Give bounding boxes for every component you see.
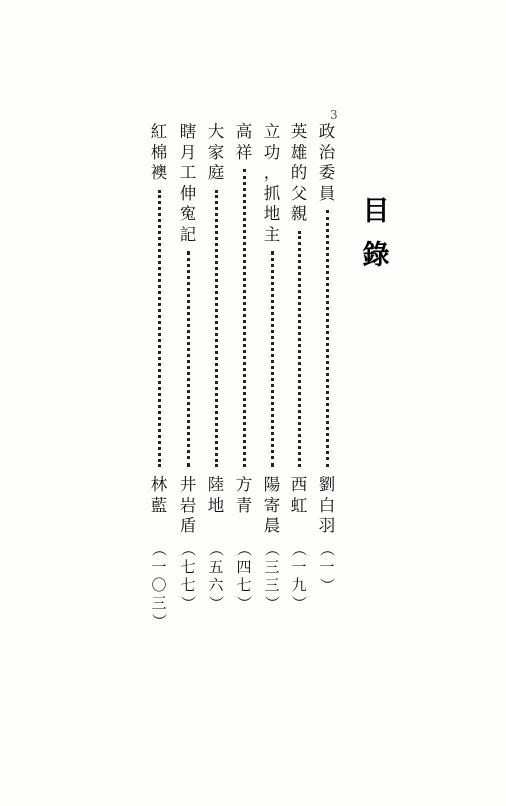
toc-entry bbox=[314, 122, 340, 617]
toc-entry bbox=[203, 122, 229, 617]
page-number: 3 bbox=[330, 108, 338, 122]
toc-leader-dots bbox=[215, 190, 221, 468]
toc-entry-title: 立 功 ， 抓 地 主 bbox=[263, 122, 281, 244]
toc-entry-title: 高 祥 bbox=[235, 122, 253, 162]
toc-entry-page: （ 一 九 ） bbox=[290, 541, 308, 611]
toc-entry-page: （ 一 ） bbox=[318, 541, 336, 593]
toc-entry bbox=[286, 122, 312, 617]
toc-entry-author: 陽 寄 晨 bbox=[263, 475, 281, 535]
toc-entry-author: 劉 白 羽 bbox=[318, 475, 336, 535]
toc-entry bbox=[146, 122, 172, 629]
toc-entry-title: 英 雄 的 父 親 bbox=[290, 122, 308, 223]
toc-entry-page: （ 一 〇 三 ） bbox=[150, 541, 168, 629]
toc-entry bbox=[175, 122, 201, 617]
toc-entry-page: （ 五 六 ） bbox=[207, 541, 225, 611]
page-title-char-2: 錄 bbox=[362, 240, 390, 271]
toc-entry-author: 陸 地 bbox=[207, 475, 225, 515]
toc-entry-title: 瞎 月 工 伸 寃 記 bbox=[179, 122, 197, 244]
toc-entry-author: 井 岩 盾 bbox=[179, 475, 197, 535]
toc-entry-title: 紅 棉 襖 bbox=[150, 122, 168, 182]
toc-leader-dots bbox=[271, 251, 277, 467]
toc-entry-title: 大 家 庭 bbox=[207, 122, 225, 182]
toc-entry-author: 西 虹 bbox=[290, 475, 308, 515]
toc-entry-author: 方 青 bbox=[235, 475, 253, 515]
toc-leader-dots bbox=[187, 251, 193, 467]
toc-entry-page: （ 四 七 ） bbox=[235, 541, 253, 611]
toc-entry-page: （ 七 七 ） bbox=[179, 541, 197, 611]
page-title-char-1: 目 bbox=[362, 196, 390, 227]
page-title bbox=[358, 190, 394, 278]
toc-entry-author: 林 藍 bbox=[150, 475, 168, 515]
toc-entry-page: （ 三 三 ） bbox=[263, 541, 281, 611]
toc-entry bbox=[259, 122, 285, 617]
toc-entry-title: 政 治 委 員 bbox=[318, 122, 336, 203]
toc-leader-dots bbox=[326, 210, 332, 467]
toc-leader-dots bbox=[298, 231, 304, 468]
toc-leader-dots bbox=[158, 190, 164, 468]
toc-leader-dots bbox=[243, 169, 249, 467]
toc-entry bbox=[231, 122, 257, 617]
